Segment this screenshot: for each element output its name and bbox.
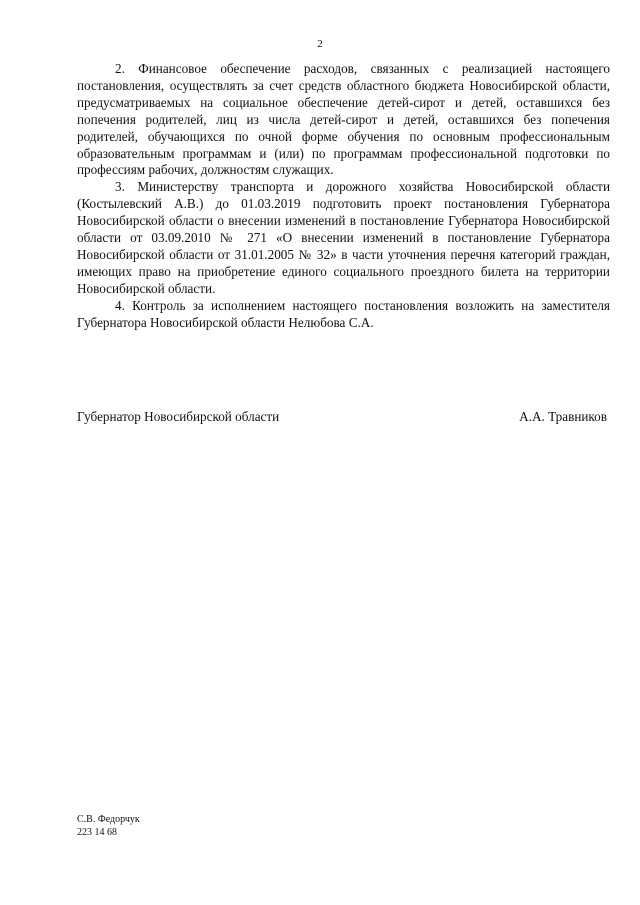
page-number: 2: [317, 38, 323, 50]
paragraph-2-financing: 2. Финансовое обеспечение расходов, связанных с реализацией настоящего постановления, осуществлять за счет средств областного бюджета Новосибирской области, предусматриваемых на социальное обеспечение детей-сирот и детей, оставшихся без попечения родителей, лиц из числа детей-сирот и детей, оставшихся без попечения родителей, обучающихся по очной форме обучения по основным профессиональным образовательным программам и (или) по программам профессиональной подготовки по профессиям рабочих, должностям служащих.: [77, 61, 610, 178]
executor-name: С.В. Федорчук: [77, 814, 140, 825]
signatory-position: Губернатор Новосибирской области: [77, 409, 280, 424]
executor-phone: 223 14 68: [77, 827, 117, 838]
paragraph-3-ministry-transport: 3. Министерству транспорта и дорожного хозяйства Новосибирской области (Костылевский А.В.) до 01.03.2019 подготовить проект постановления Губернатора Новосибирской области о внесении изменений в постановление Губернатора Новосибирской области от 03.09.2010 № 271 «О внесении изменений в постановление Губернатора Новосибирской области от 31.01.2005 № 32» в части уточнения перечня категорий граждан, имеющих право на приобретение единого социального проездного билета на территории Новосибирской области.: [77, 179, 610, 296]
signature-block: [77, 409, 607, 425]
executor-block: [77, 813, 140, 839]
document-body: [77, 61, 610, 332]
signatory-name: А.А. Травников: [519, 409, 607, 424]
paragraph-4-control: 4. Контроль за исполнением настоящего постановления возложить на заместителя Губернатора Новосибирской области Нелюбова С.А.: [77, 297, 610, 330]
